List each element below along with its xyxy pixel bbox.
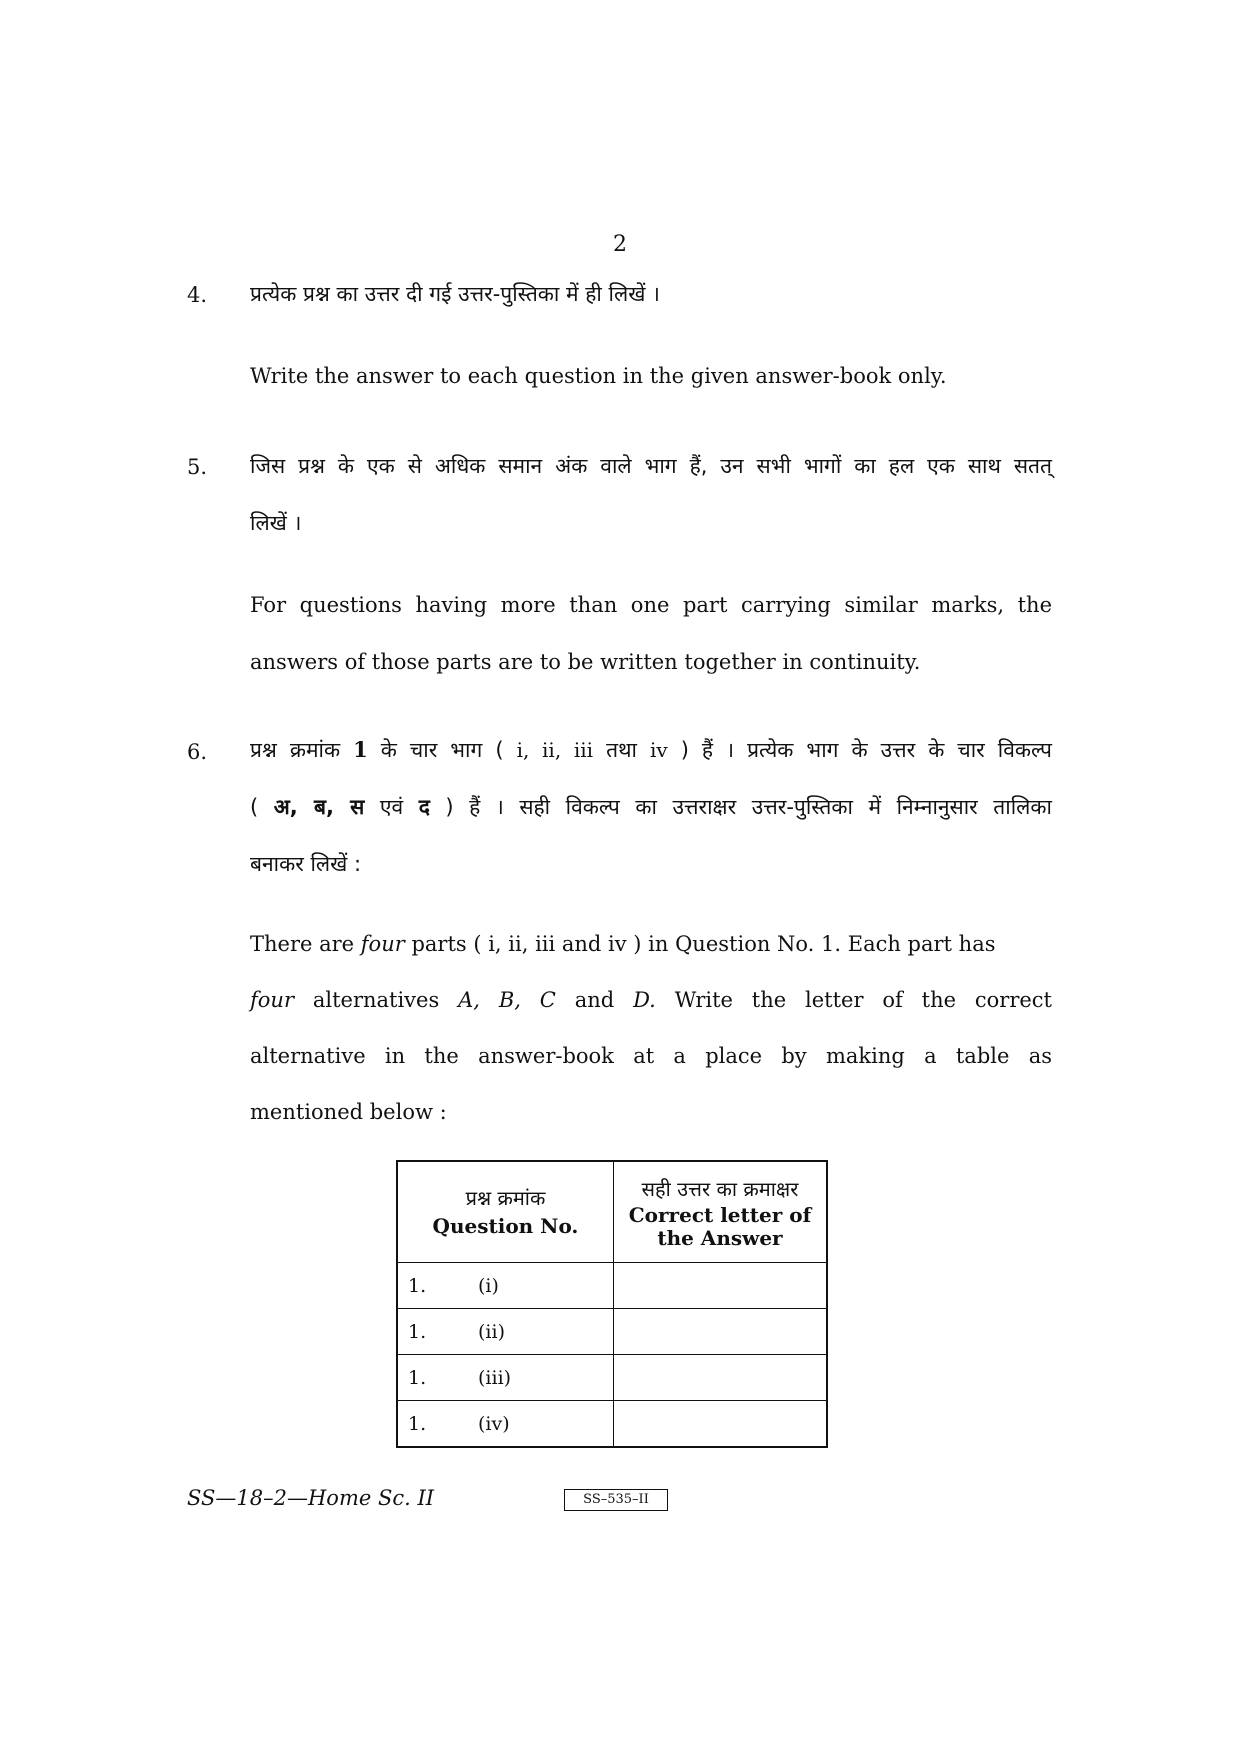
question-cell bbox=[397, 1263, 613, 1309]
instruction-number-4: 4. bbox=[187, 283, 208, 307]
english-italic: four bbox=[250, 988, 294, 1012]
correct-letter-header-hindi: सही उत्तर का क्रमाक्षर bbox=[641, 1177, 799, 1201]
instruction-6-hindi-line-3: बनाकर लिखें : bbox=[250, 852, 362, 876]
hindi-options-bold: अ, ब, स bbox=[273, 795, 365, 819]
answer-table-header bbox=[397, 1161, 827, 1263]
instruction-6-hindi-line-2 bbox=[250, 793, 1052, 821]
hindi-text: एवं bbox=[379, 795, 404, 819]
answer-cell bbox=[613, 1309, 827, 1355]
instruction-5-hindi-line-2: लिखें । bbox=[250, 511, 302, 535]
answer-cell bbox=[613, 1401, 827, 1448]
answer-table bbox=[396, 1160, 828, 1448]
question-number: 1. bbox=[408, 1274, 427, 1297]
instruction-6-english-line-4: mentioned below : bbox=[250, 1100, 447, 1124]
correct-letter-header-english-2: the Answer bbox=[657, 1226, 783, 1250]
english-text: alternatives bbox=[312, 988, 440, 1012]
hindi-text: प्रश्न क्रमांक bbox=[250, 738, 341, 762]
instruction-number-6: 6. bbox=[187, 740, 208, 764]
table-row bbox=[397, 1309, 827, 1355]
instruction-5-hindi-line-1: जिस प्रश्न के एक से अधिक समान अंक वाले भाग हैं, उन सभी भागों का हल एक साथ सतत् bbox=[250, 454, 1052, 478]
question-cell bbox=[397, 1355, 613, 1401]
hindi-text: ) हैं । सही विकल्प का उत्तराक्षर उत्तर-पुस्तिका में निम्नानुसार तालिका bbox=[445, 795, 1052, 819]
instruction-4-english: Write the answer to each question in the given answer-book only. bbox=[250, 364, 947, 388]
page-number: 2 bbox=[613, 232, 627, 257]
question-part: (i) bbox=[478, 1274, 499, 1297]
instruction-number-5: 5. bbox=[187, 455, 208, 479]
question-cell bbox=[397, 1309, 613, 1355]
instruction-6-english-line-1 bbox=[250, 932, 1052, 956]
english-text: and bbox=[574, 988, 615, 1012]
question-no-header-hindi: प्रश्न क्रमांक bbox=[465, 1186, 546, 1210]
footer-paper-code: SS—18–2—Home Sc. II bbox=[187, 1486, 435, 1510]
answer-cell bbox=[613, 1355, 827, 1401]
hindi-text: तथा bbox=[606, 738, 637, 762]
instruction-5-english-line-2: answers of those parts are to be written together in continuity. bbox=[250, 650, 921, 674]
question-part: (ii) bbox=[478, 1320, 505, 1343]
instruction-5-english-line-1: For questions having more than one part carrying similar marks, the bbox=[250, 593, 1052, 617]
table-row bbox=[397, 1401, 827, 1448]
instruction-6-english-line-3: alternative in the answer-book at a place by making a table as bbox=[250, 1044, 1052, 1068]
english-text: parts ( i, ii, iii and iv ) in Question No. 1. Each part has bbox=[411, 932, 996, 956]
question-no-header-english: Question No. bbox=[432, 1214, 579, 1238]
english-italic: D. bbox=[633, 988, 656, 1012]
question-number-bold: 1 bbox=[353, 737, 368, 762]
footer-box-code: SS–535–II bbox=[564, 1489, 668, 1511]
table-row bbox=[397, 1263, 827, 1309]
instruction-4-hindi: प्रत्येक प्रश्न का उत्तर दी गई उत्तर-पुस्तिका में ही लिखें । bbox=[250, 282, 661, 306]
correct-letter-header-english-1: Correct letter of bbox=[628, 1203, 812, 1227]
instruction-6-hindi-line-1 bbox=[250, 736, 1052, 764]
english-text: Write the letter of the correct bbox=[674, 988, 1052, 1012]
roman-part-iv: iv bbox=[649, 738, 668, 762]
english-italic: four bbox=[360, 932, 405, 956]
roman-parts: i, ii, iii bbox=[516, 738, 594, 762]
hindi-text: ( bbox=[250, 795, 259, 819]
correct-letter-header bbox=[613, 1161, 827, 1263]
question-part: (iv) bbox=[478, 1412, 510, 1435]
hindi-option-d-bold: द bbox=[418, 795, 430, 819]
question-number: 1. bbox=[408, 1320, 427, 1343]
question-cell bbox=[397, 1401, 613, 1448]
question-number: 1. bbox=[408, 1412, 427, 1435]
hindi-text: के चार भाग ( bbox=[380, 738, 504, 762]
english-text: There are bbox=[250, 932, 355, 956]
question-part: (iii) bbox=[478, 1366, 512, 1389]
question-no-header bbox=[397, 1161, 613, 1263]
instruction-6-english-line-2 bbox=[250, 988, 1052, 1012]
question-number: 1. bbox=[408, 1366, 427, 1389]
english-italic: A, B, C bbox=[458, 988, 556, 1012]
answer-cell bbox=[613, 1263, 827, 1309]
hindi-text: ) हैं । प्रत्येक भाग के उत्तर के चार विकल्प bbox=[680, 738, 1052, 762]
table-row bbox=[397, 1355, 827, 1401]
